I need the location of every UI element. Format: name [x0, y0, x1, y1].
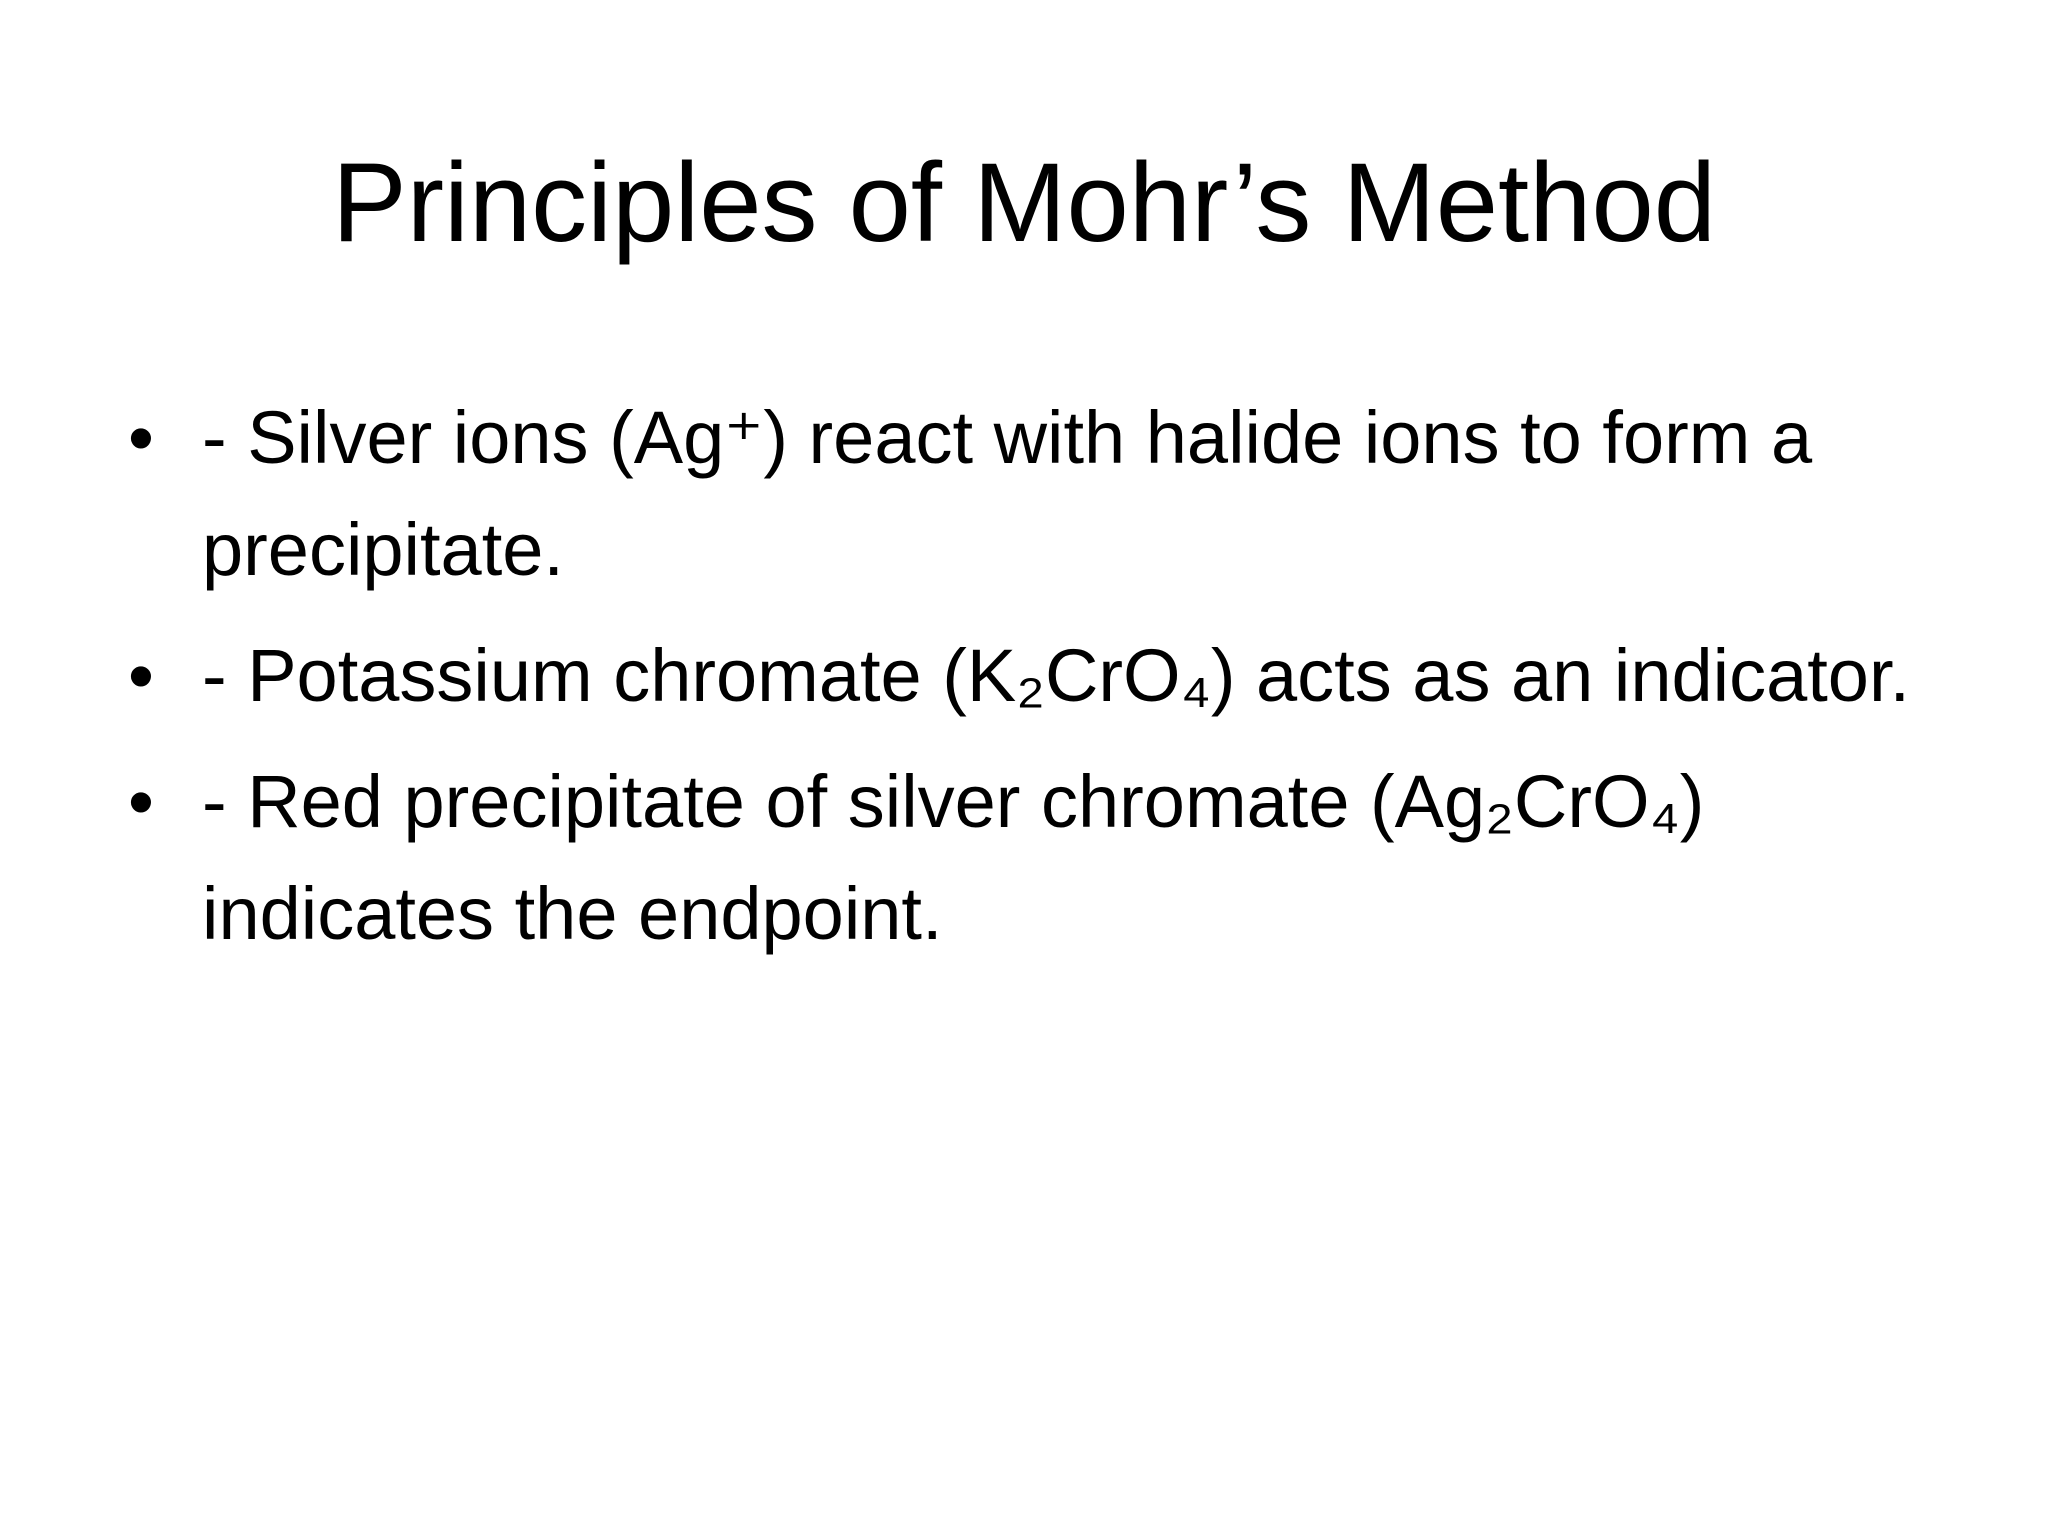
slide-title: Principles of Mohr’s Method	[331, 140, 1717, 265]
bullet-item	[118, 382, 1958, 606]
bullet-item	[118, 746, 1958, 970]
bullet-list	[118, 382, 1958, 984]
bullet-item	[118, 620, 1958, 732]
bullet-text: - Red precipitate of silver chromate (Ag₂CrO₄) indicates the endpoint.	[202, 760, 1705, 955]
bullet-text: - Silver ions (Ag⁺) react with halide ions to form a precipitate.	[202, 396, 1813, 591]
bullet-icon: •	[128, 634, 154, 717]
bullet-icon: •	[128, 396, 154, 479]
bullet-icon: •	[128, 760, 154, 843]
bullet-text: - Potassium chromate (K₂CrO₄) acts as an indicator.	[202, 634, 1911, 717]
